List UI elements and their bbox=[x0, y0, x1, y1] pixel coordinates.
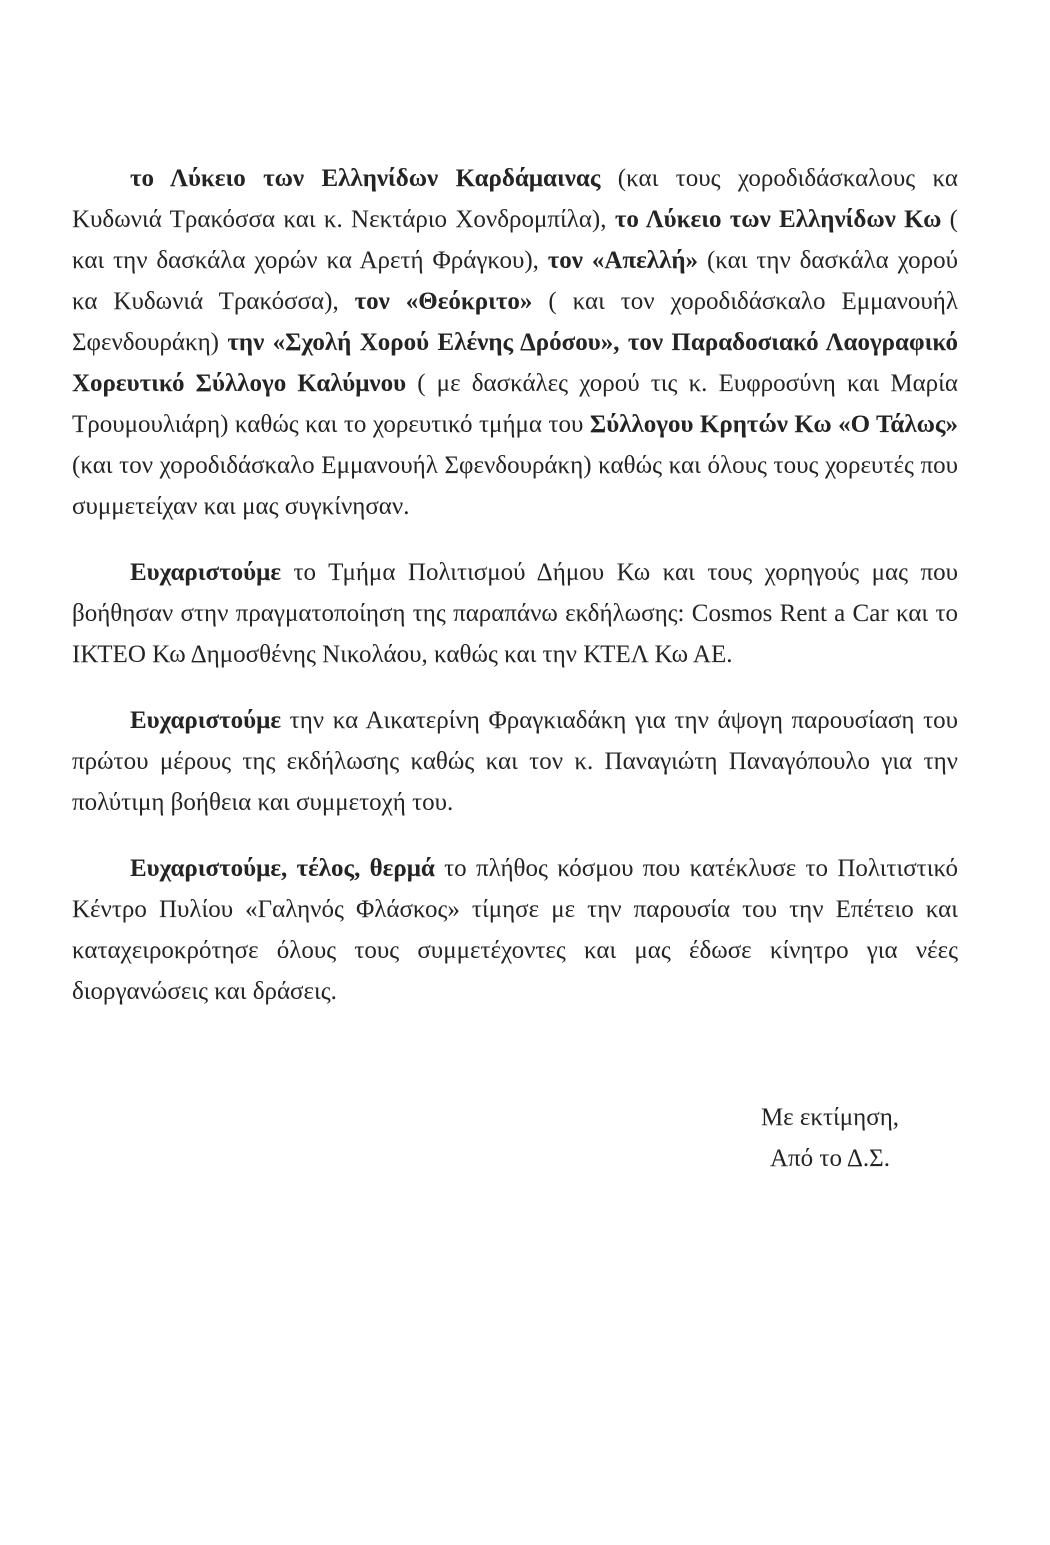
signature-block bbox=[720, 1097, 940, 1179]
text-run: (και τον χοροδιδάσκαλο Εμμανουήλ Σφενδουράκη) καθώς και όλους τους χορευτές που συμμετείχαν και μας συγκίνησαν. bbox=[72, 452, 958, 520]
text-run-bold: τον «Απελλή» bbox=[547, 247, 707, 274]
letter-body bbox=[72, 158, 958, 1179]
paragraph-presenters bbox=[72, 700, 958, 823]
paragraph-audience bbox=[72, 848, 958, 1012]
text-run: την κα Αικατερίνη Φραγκιαδάκη για την άψογη παρουσίαση του πρώτου μέρους της εκδήλωσης καθώς και τον κ. Παναγιώτη Παναγόπουλο για την πολύτιμη βοήθεια και συμμετοχή του. bbox=[72, 707, 959, 816]
text-run: (και τους χοροδιδάσκαλους κα Κυδωνιά Τρακόσσα και κ. Νεκτάριο Χονδρομπίλα), bbox=[72, 165, 958, 233]
text-run: ( με δασκάλες χορού τις κ. Ευφροσύνη και Μαρία Τρουμουλιάρη) καθώς και το χορευτικό τμήμα του bbox=[72, 370, 958, 438]
text-run-bold: Ευχαριστούμε bbox=[130, 559, 294, 586]
text-run: (και την δασκάλα χορού κα Κυδωνιά Τρακόσσα), bbox=[72, 247, 958, 315]
text-run-bold: το Λύκειο των Ελληνίδων Κω bbox=[614, 206, 950, 233]
signoff-closing: Με εκτίμηση, bbox=[760, 1104, 900, 1131]
text-run-bold: Σύλλογου Κρητών Κω «Ο Τάλως» bbox=[589, 411, 958, 438]
paragraph-sponsors bbox=[72, 552, 958, 675]
text-run: το Τμήμα Πολιτισμού Δήμου Κω και τους χορηγούς μας που βοήθησαν στην πραγματοποίηση της παραπάνω εκδήλωσης: Cosmos Rent a Car και το ΙΚΤΕΟ Κω Δημοσθένης Νικολάου, καθώς και την ΚΤΕΛ Κω ΑΕ. bbox=[72, 559, 958, 668]
text-run: ( και την δασκάλα χορών κα Αρετή Φράγκου), bbox=[72, 206, 958, 274]
text-run: το πλήθος κόσμου που κατέκλυσε το Πολιτιστικό Κέντρο Πυλίου «Γαληνός Φλάσκος» τίμησε με την παρουσία του την Επέτειο και καταχειροκρότησε όλους τους συμμετέχοντες και μας έδωσε κίνητρο για νέες διοργανώσεις και δράσεις. bbox=[72, 855, 958, 1005]
text-run-bold: Ευχαριστούμε bbox=[130, 707, 290, 734]
text-run-bold: την «Σχολή Χορού Ελένης Δρόσου», τον Παραδοσιακό Λαογραφικό Χορευτικό Σύλλογο Καλύμνου bbox=[72, 329, 959, 397]
paragraph-dance-groups bbox=[72, 158, 958, 527]
signoff-sender: Από το Δ.Σ. bbox=[770, 1145, 890, 1172]
text-run-bold: Ευχαριστούμε, τέλος, θερμά bbox=[130, 855, 445, 882]
text-run-bold: το Λύκειο των Ελληνίδων Καρδάμαινας bbox=[130, 165, 618, 192]
text-run: ( και τον χοροδιδάσκαλο Εμμανουήλ Σφενδουράκη) bbox=[72, 288, 958, 356]
text-run-bold: τον «Θεόκριτο» bbox=[354, 288, 549, 315]
